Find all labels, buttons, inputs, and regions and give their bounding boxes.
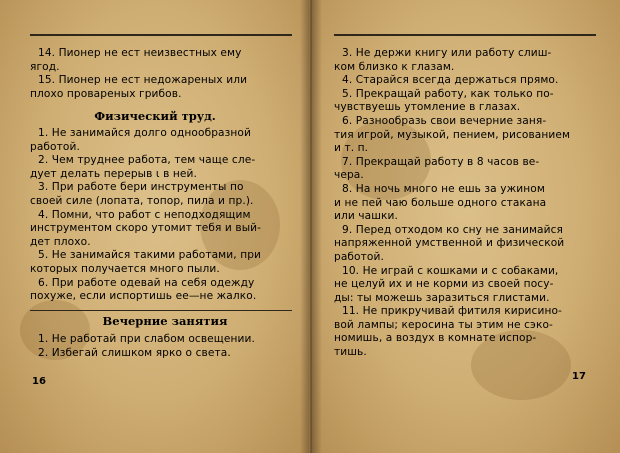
text-line: 5. Не занимайся такими работами, при: [38, 249, 262, 262]
text-line: ком близко к глазам.: [334, 60, 455, 73]
left-section-rule: [30, 310, 292, 311]
section-heading-physical-work: Физический труд.: [94, 109, 216, 123]
left-block-3: [30, 333, 292, 360]
text-line: 6. Разнообразь свои вечерние заня-: [342, 114, 547, 127]
text-line: номишь, а воздух в комнате испор-: [334, 332, 537, 345]
text-line: дет плохо.: [30, 235, 91, 248]
page-number-left: 16: [32, 376, 46, 387]
left-top-rule: [30, 34, 292, 36]
text-line: 15. Пионер не ест недожареных или: [38, 74, 248, 87]
text-line: 2. Чем труднее работа, тем чаще сле-: [38, 154, 256, 167]
text-line: ягод.: [30, 60, 60, 73]
text-line: 5. Прекращай работу, как только по-: [342, 87, 554, 100]
text-line: 8. На ночь много не ешь за ужином: [342, 182, 545, 195]
right-block: [334, 47, 602, 360]
text-line: 14. Пионер не ест неизвестных ему: [38, 47, 242, 59]
text-line: тишь.: [334, 346, 367, 359]
text-line: чера.: [334, 169, 364, 182]
text-line: работой.: [30, 140, 80, 153]
text-line: работой.: [334, 250, 384, 263]
left-block-2: [30, 127, 292, 304]
text-line: 1. Не занимайся долго однообразной: [38, 127, 251, 139]
text-line: инструментом скоро утомит тебя и вый-: [30, 222, 262, 235]
text-line: не целуй их и не корми из своей посу-: [334, 278, 554, 291]
text-line: 3. Не держи книгу или работу слиш-: [342, 47, 552, 59]
book-gutter: [300, 0, 322, 453]
text-line: ды: ты можешь заразиться глистами.: [334, 291, 550, 304]
right-top-rule: [334, 34, 596, 36]
text-line: чувствуешь утомление в глазах.: [334, 101, 521, 114]
page-number-right: 17: [572, 371, 586, 382]
text-line: 6. При работе одевай на себя одежду: [38, 276, 255, 289]
text-line: похуже, если испортишь ее—не жалко.: [30, 290, 257, 303]
text-line: или чашки.: [334, 210, 399, 223]
text-line: 2. Избегай слишком ярко о света.: [38, 346, 231, 359]
text-line: 9. Перед отходом ко сну не занимайся: [342, 223, 564, 236]
text-line: 4. Старайся всегда держаться прямо.: [342, 74, 559, 87]
text-line: тия игрой, музыкой, пением, рисованием: [334, 128, 571, 141]
text-line: вой лампы; керосина ты этим не сэко-: [334, 318, 553, 331]
text-line: и т. п.: [334, 142, 369, 155]
text-line: и не пей чаю больше одного стакана: [334, 196, 547, 209]
left-block-1: [30, 47, 292, 101]
text-line: 7. Прекращай работу в 8 часов ве-: [342, 155, 540, 168]
text-line: плохо провареных грибов.: [30, 87, 182, 100]
text-line: которых получается много пыли.: [30, 262, 220, 275]
text-line: 1. Не работай при слабом освещении.: [38, 333, 255, 345]
text-line: 3. При работе бери инструменты по: [38, 181, 244, 194]
text-line: 11. Не прикручивай фитиля кирисино-: [342, 305, 562, 318]
text-line: напряженной умственной и физической: [334, 237, 565, 250]
section-heading-evening: Вечерние занятия: [102, 314, 228, 328]
text-line: 4. Помни, что работ с неподходящим: [38, 208, 251, 221]
text-line: дует делать перерыв ι в ней.: [30, 167, 197, 180]
text-line: своей силе (лопата, топор, пила и пр.).: [30, 194, 254, 207]
text-line: 10. Не играй с кошками и с собаками,: [342, 264, 559, 277]
